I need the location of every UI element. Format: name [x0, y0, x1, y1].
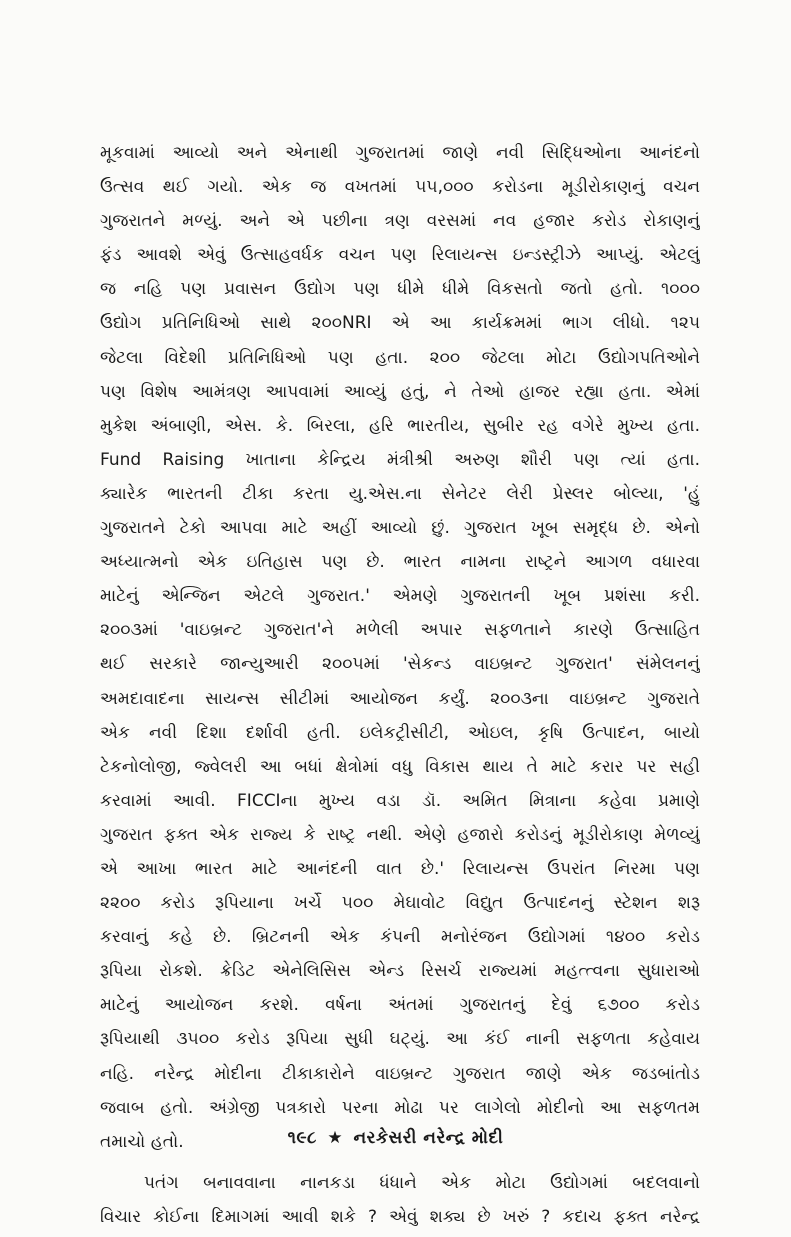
text-line: ટેકનોલોજી, જ્વેલરી આ બધાં ક્ષેત્રોમાં વધુ વિકાસ થાય તે માટે કરાર પર સહી: [100, 756, 700, 777]
text-line: મૂકવામાં આવ્યો અને એનાથી ગુજરાતમાં જાણે નવી સિદ્ધિઓના આનંદનો: [100, 143, 700, 163]
text-line: માટેનું આયોજન કરશે. વર્ષના અંતમાં ગુજરાતનું દેવું ૬૭૦૦ કરોડ: [100, 995, 700, 1016]
text-line: જ નહિ પણ પ્રવાસન ઉદ્યોગ પણ ધીમે ધીમે વિકસતો જતો હતો. ૧૦૦૦: [100, 279, 700, 300]
text-line: ઉત્સવ થઈ ગયો. એક જ વખતમાં ૫૫,૦૦૦ કરોડના મૂડીરોકાણનું વચન: [100, 177, 700, 198]
text-line: કરવામાં આવી. FICCIના મુખ્ય વડા ડૉ. અમિત મિત્રાના કહેવા પ્રમાણે: [100, 790, 700, 811]
text-line: ગુજરાતને ટેકો આપવા માટે અહીં આવ્યો છું. ગુજરાત ખૂબ સમૃદ્ધ છે. એનો: [100, 518, 700, 539]
text-line: કરવાનું કહે છે. બ્રિટનની એક કંપની મનોરંજન ઉદ્યોગમાં ૧૪૦૦ કરોડ: [100, 927, 700, 948]
text-line: ગુજરાત ફક્ત એક રાજ્ય કે રાષ્ટ્ર નથી. એણે હજારો કરોડનું મૂડીરોકાણ મેળવ્યું: [100, 824, 700, 845]
star-icon: ★: [327, 1128, 344, 1148]
text-line: ઉદ્યોગ પ્રતિનિધિઓ સાથે ૨૦૦NRI એ આ કાર્યક્રમમાં ભાગ લીધો. ૧૨૫: [100, 313, 700, 334]
text-line: ગુજરાતને મળ્યું. અને એ પછીના ત્રણ વરસમાં નવ હજાર કરોડ રોકાણનું: [100, 211, 700, 232]
text-line: વિચાર કોઈના દિમાગમાં આવી શકે ? એવું શક્ય છે ખરું ? કદાચ ફક્ત નરેન્દ્ર: [100, 1206, 700, 1227]
text-line: અધ્યાત્મનો એક ઇતિહાસ પણ છે. ભારત નામના રાષ્ટ્રને આગળ વધારવા: [100, 552, 700, 573]
text-line: નહિ. નરેન્દ્ર મોદીના ટીકાકારોને વાઇબ્રન્ટ ગુજરાત જાણે એક જડબાંતોડ: [100, 1063, 700, 1084]
text-line: જવાબ હતો. અંગ્રેજી પત્રકારો પરના મોઢા પર લાગેલો મોદીનો આ સફળતમ: [100, 1097, 700, 1118]
text-line: Fund Raising ખાતાના કેન્દ્રિય મંત્રીશ્રી અરુણ શૌરી પણ ત્યાં હતા.: [100, 449, 700, 470]
text-line: તમાચો હતો.: [100, 1131, 184, 1152]
text-line: એ આખા ભારત માટે આનંદની વાત છે.' રિલાયન્સ ઉપરાંત નિરમા પણ: [100, 858, 700, 879]
text-line: પણ વિશેષ આમંત્રણ આપવામાં આવ્યું હતું, ને તેઓ હાજર રહ્યા હતા. એમાં: [100, 381, 700, 402]
paragraph-1: [100, 136, 700, 1159]
text-line: રૂપિયાથી ૩૫૦૦ કરોડ રૂપિયા સુધી ઘટ્યું. આ કંઈ નાની સફળતા કહેવાય: [100, 1029, 700, 1050]
text-line: રૂપિયા રોકશે. ક્રેડિટ એનેલિસિસ એન્ડ રિસર્ચ રાજ્યમાં મહત્ત્વના સુધારાઓ: [100, 961, 700, 982]
page-number: ૧૯૮: [287, 1128, 317, 1148]
text-line: ક્યારેક ભારતની ટીકા કરતા યુ.એસ.ના સેનેટર લેરી પ્રેસ્લર બોલ્યા, 'હું: [100, 483, 700, 504]
text-line: ફંડ આવશે એવું ઉત્સાહવર્ધક વચન પણ રિલાયન્સ ઇન્ડસ્ટ્રીઝે આપ્યું. એટલું: [100, 245, 700, 266]
text-line: મુકેશ અંબાણી, એસ. કે. બિરલા, હરિ ભારતીય, સુબીર રહ વગેરે મુખ્ય હતા.: [100, 415, 700, 436]
text-line: પતંગ બનાવવાના નાનકડા ધંધાને એક મોટા ઉદ્યોગમાં બદલવાનો: [144, 1172, 700, 1193]
text-line: માટેનું એન્જિન એટલે ગુજરાત.' એમણે ગુજરાતની ખૂબ પ્રશંસા કરી.: [100, 586, 700, 607]
book-title: નરકેસરી નરેન્દ્ર મોદી: [353, 1128, 504, 1148]
text-line: ૨૨૦૦ કરોડ રૂપિયાના ખર્ચે ૫૦૦ મેઘાવોટ વિદ્યુત ઉત્પાદનનું સ્ટેશન શરૂ: [100, 893, 700, 914]
page-footer: [0, 1128, 791, 1148]
text-line: એક નવી દિશા દર્શાવી હતી. ઇલેકટ્રીસીટી, ઓઇલ, કૃષિ ઉત્પાદન, બાયો: [100, 722, 700, 743]
body-text: [100, 136, 700, 1234]
text-line: થઈ સરકારે જાન્યુઆરી ૨૦૦૫માં 'સેકન્ડ વાઇબ્રન્ટ ગુજરાત' સંમેલનનું: [100, 654, 700, 675]
text-line: જેટલા વિદેશી પ્રતિનિધિઓ પણ હતા. ૨૦૦ જેટલા મોટા ઉદ્યોગપતિઓને: [100, 347, 700, 368]
text-line: ૨૦૦૩માં 'વાઇબ્રન્ટ ગુજરાત'ને મળેલી અપાર સફળતાને કારણે ઉત્સાહિત: [100, 620, 700, 641]
paragraph-2: [100, 1166, 700, 1234]
text-line: અમદાવાદના સાયન્સ સીટીમાં આયોજન કર્યું. ૨૦૦૩ના વાઇબ્રન્ટ ગુજરાતે: [100, 688, 700, 709]
